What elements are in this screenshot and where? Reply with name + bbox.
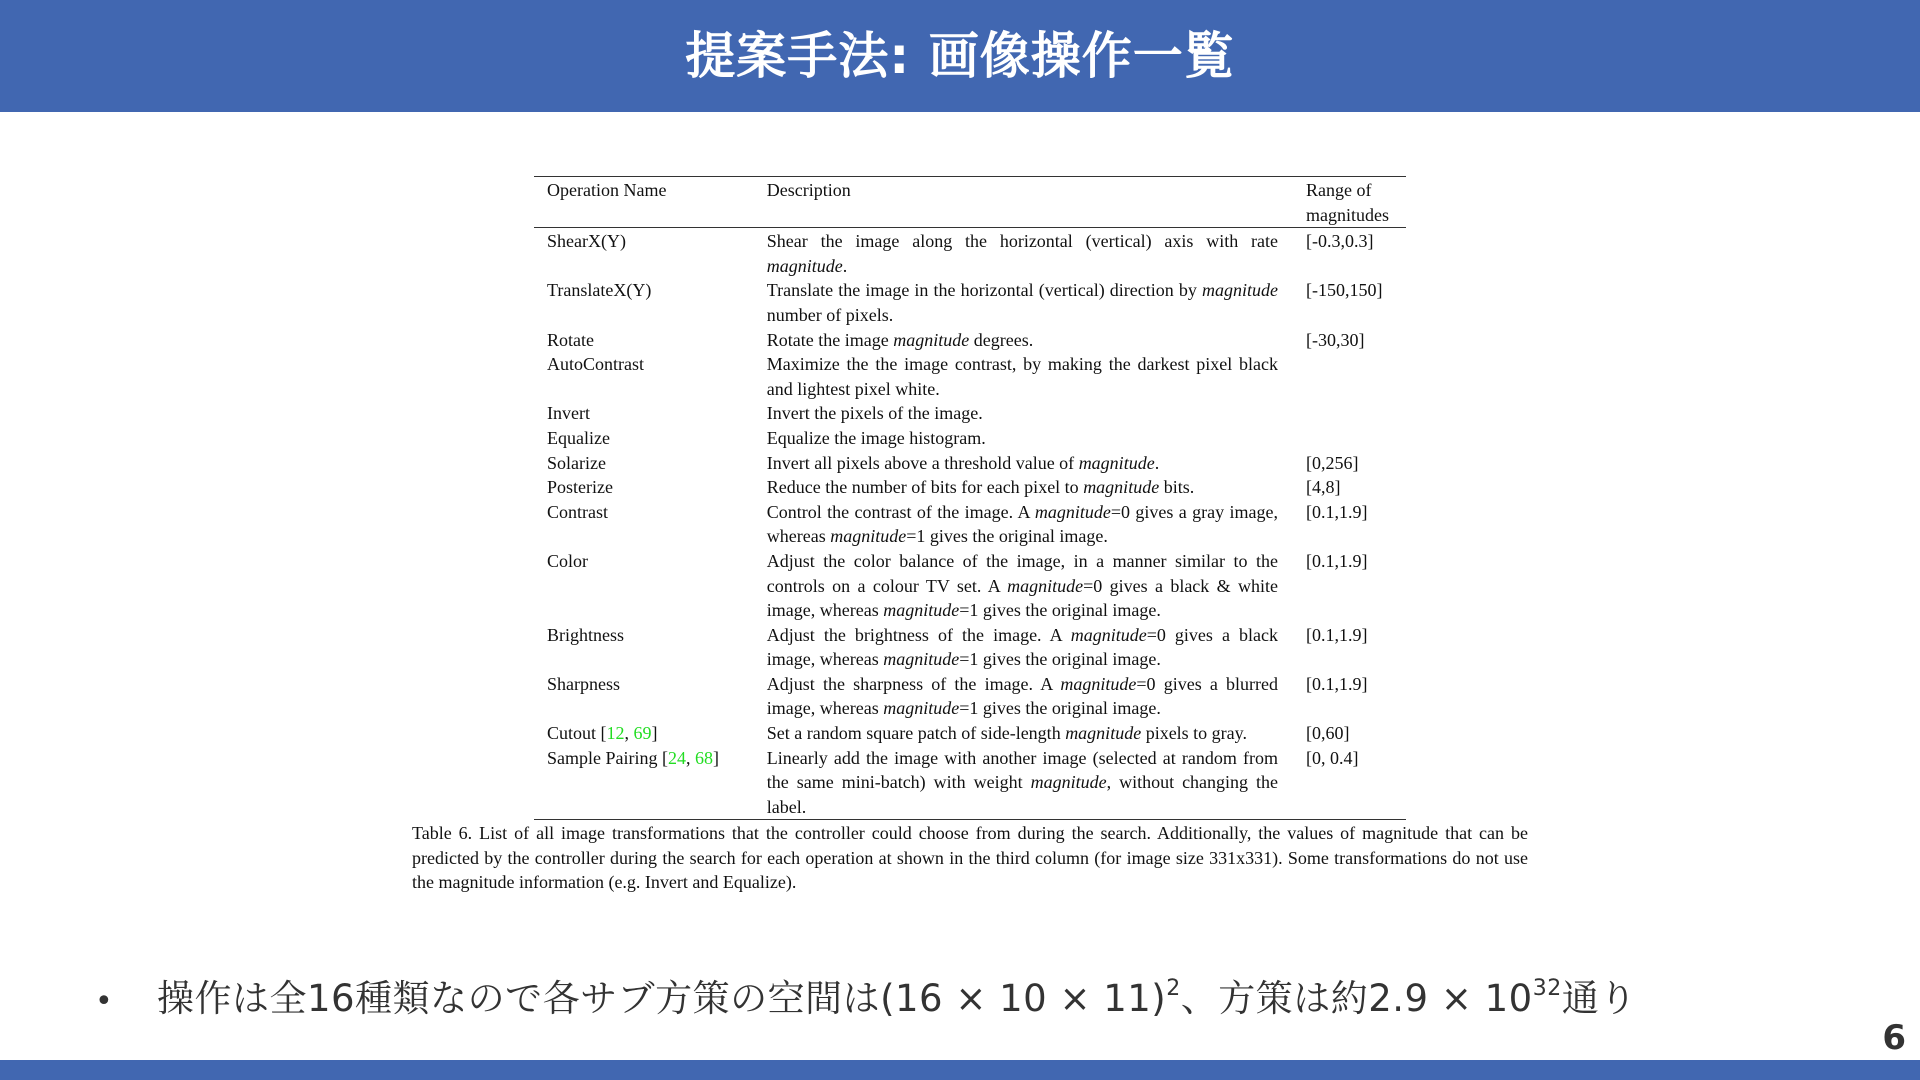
description-text: Shear the image along the horizontal (vertical) axis with rate: [766, 231, 1279, 252]
operation-description: [767, 746, 1306, 820]
table-row: [534, 426, 1406, 451]
magnitude-range: [0, 0.4]: [1306, 747, 1359, 768]
bullet-exponent-a: 2: [1166, 976, 1181, 1001]
operation-name: ShearX(Y): [547, 231, 626, 252]
operation-description: [767, 278, 1306, 327]
description-text: bits.: [1159, 477, 1195, 498]
description-text: =0 gives a blurred image, whereas: [766, 673, 1278, 719]
slide-title: 提案手法: 画像操作一覧: [685, 27, 1235, 85]
magnitude-range: [1306, 426, 1406, 451]
table-row: [534, 623, 1406, 672]
table-row: [534, 500, 1406, 549]
magnitude-range: [0,256]: [1306, 452, 1359, 473]
operation-name: Rotate: [547, 329, 594, 350]
magnitude-range: [-30,30]: [1306, 329, 1365, 350]
description-text: pixels to gray.: [1141, 723, 1247, 744]
description-text: Set a random square patch of side-length: [766, 723, 1066, 744]
table-row: [534, 278, 1406, 327]
italic-term: magnitude: [1030, 772, 1107, 793]
description-text: =1 gives the original image.: [959, 698, 1161, 719]
operation-name-cell: [534, 623, 767, 672]
description-text: .: [1154, 452, 1160, 473]
bullet-marker: •: [95, 984, 114, 1019]
italic-term: magnitude: [1007, 575, 1084, 596]
operation-name: Cutout: [547, 723, 601, 744]
description-text: .: [842, 255, 848, 276]
italic-term: magnitude: [830, 526, 907, 547]
operation-name: Solarize: [547, 452, 606, 473]
operation-description: [767, 426, 1306, 451]
citation-link[interactable]: 12: [606, 723, 625, 744]
description-text: =0 gives a black & white image, whereas: [766, 575, 1279, 621]
operation-name-cell: [534, 426, 767, 451]
operation-name-cell: [534, 549, 767, 623]
description-text: Adjust the color balance of the image, in a manner similar to the controls on a colour TV set. A: [766, 550, 1279, 596]
italic-term: magnitude: [883, 600, 960, 621]
operation-name: Sample Pairing: [547, 747, 662, 768]
description-text: =1 gives the original image.: [906, 526, 1108, 547]
description-text: =1 gives the original image.: [959, 649, 1161, 670]
operation-name-cell: [534, 228, 767, 279]
description-text: Translate the image in the horizontal (vertical) direction by: [766, 280, 1203, 301]
italic-term: magnitude: [1078, 452, 1155, 473]
operation-name: Posterize: [547, 477, 613, 498]
table-body: [534, 228, 1406, 820]
description-text: =0 gives a gray image, whereas: [766, 501, 1279, 547]
bullet-text-a: 操作は全16種類なので各サブ方策の空間は(16 × 10 × 11): [157, 977, 1167, 1020]
operation-name: Brightness: [547, 624, 625, 645]
italic-term: magnitude: [883, 698, 960, 719]
operation-name: Invert: [547, 403, 590, 424]
operation-description: [767, 475, 1306, 500]
italic-term: magnitude: [1060, 673, 1137, 694]
italic-term: magnitude: [1070, 624, 1147, 645]
citation-link[interactable]: 24: [668, 747, 686, 768]
description-text: Adjust the sharpness of the image. A: [766, 673, 1061, 694]
operation-name-cell: Sample Pairing [24, 68]: [547, 747, 719, 768]
italic-term: magnitude: [1202, 280, 1279, 301]
magnitude-range: [0.1,1.9]: [1306, 624, 1368, 645]
magnitude-range: [1306, 401, 1406, 426]
description-text: number of pixels.: [766, 304, 894, 325]
table-row: [534, 475, 1406, 500]
footer-bar: [0, 1060, 1920, 1080]
operation-name: Contrast: [547, 501, 608, 522]
bullet-item: [95, 968, 1637, 1022]
operations-table: [534, 176, 1406, 820]
italic-term: magnitude: [1034, 501, 1111, 522]
operation-name-cell: [534, 451, 767, 476]
operation-name: AutoContrast: [547, 354, 644, 375]
operation-name-cell: [534, 672, 767, 721]
bullet-exponent-b: 32: [1532, 976, 1562, 1001]
table-caption: Table 6. List of all image transformations that the controller could choose from during the search. Additionally, the values of magnitude that can be predicted by the controller during the search for each operation at shown in the third column (for image size 331x331). Some transformations do not use the magnitude information (e.g. Invert and Equalize).: [412, 823, 1528, 893]
description-text: Reduce the number of bits for each pixel to: [766, 477, 1084, 498]
operation-name-cell: [534, 278, 767, 327]
magnitude-range: [0.1,1.9]: [1306, 673, 1368, 694]
operation-description: [767, 721, 1306, 746]
table-row: [534, 228, 1406, 279]
description-text: Maximize the the image contrast, by making the darkest pixel black and lightest pixel white.: [766, 354, 1279, 399]
operation-name: TranslateX(Y): [547, 280, 652, 301]
operation-description: [767, 401, 1306, 426]
description-text: degrees.: [969, 329, 1034, 350]
operation-name: Equalize: [547, 427, 610, 448]
header-range: Range of magnitudes: [1306, 180, 1390, 225]
operation-name-cell: [534, 475, 767, 500]
italic-term: magnitude: [883, 649, 960, 670]
citation-link[interactable]: 68: [695, 747, 713, 768]
italic-term: magnitude: [766, 255, 843, 276]
description-text: =1 gives the original image.: [959, 600, 1161, 621]
table-header-row: [534, 177, 1406, 228]
table-row: [534, 352, 1406, 401]
magnitude-range: [0.1,1.9]: [1306, 550, 1368, 571]
table-row: [534, 549, 1406, 623]
operation-name-cell: Cutout [12, 69]: [547, 723, 658, 744]
operation-description: [767, 623, 1306, 672]
magnitude-range: [0.1,1.9]: [1306, 501, 1368, 522]
description-text: Rotate the image: [766, 329, 894, 350]
table-row: [534, 328, 1406, 353]
description-text: Equalize the image histogram.: [766, 427, 986, 448]
table-row: [534, 721, 1406, 746]
header-operation-name: Operation Name: [547, 180, 667, 200]
table-row: [534, 672, 1406, 721]
title-bar: [0, 0, 1920, 112]
operation-description: [767, 451, 1306, 476]
magnitude-range: [1306, 352, 1406, 401]
table-figure: [412, 176, 1528, 895]
operation-name-cell: [534, 352, 767, 401]
magnitude-range: [-0.3,0.3]: [1306, 231, 1374, 252]
bullet-text-c: 通り: [1561, 977, 1637, 1020]
operation-name-cell: [534, 401, 767, 426]
operation-name-cell: [534, 500, 767, 549]
operation-name: Sharpness: [547, 673, 620, 694]
magnitude-range: [-150,150]: [1306, 280, 1383, 301]
operation-name-cell: [534, 328, 767, 353]
italic-term: magnitude: [1083, 477, 1160, 498]
operation-description: [767, 500, 1306, 549]
description-text: Invert all pixels above a threshold value of: [766, 452, 1079, 473]
operation-description: [767, 328, 1306, 353]
page-number: 6: [1882, 1018, 1906, 1058]
bullet-text-b: 、方策は約2.9 × 10: [1180, 977, 1533, 1020]
table-row: [534, 401, 1406, 426]
description-text: =0 gives a black image, whereas: [766, 624, 1279, 670]
magnitude-range: [0,60]: [1306, 723, 1350, 744]
description-text: Control the contrast of the image. A: [766, 501, 1035, 522]
operation-description: [767, 672, 1306, 721]
header-description: Description: [766, 180, 851, 200]
table-row: [534, 746, 1406, 820]
description-text: , without changing the label.: [766, 772, 1279, 817]
citation-link[interactable]: 69: [633, 723, 652, 744]
operation-description: [767, 228, 1306, 279]
description-text: Linearly add the image with another image (selected at random from the same mini-batch) with weight: [766, 747, 1279, 793]
description-text: Adjust the brightness of the image. A: [766, 624, 1071, 645]
italic-term: magnitude: [1065, 723, 1142, 744]
table-row: [534, 451, 1406, 476]
operation-description: [767, 352, 1306, 401]
italic-term: magnitude: [893, 329, 970, 350]
operation-description: [767, 549, 1306, 623]
magnitude-range: [4,8]: [1306, 477, 1341, 498]
operation-name: Color: [547, 550, 589, 571]
description-text: Invert the pixels of the image.: [766, 403, 983, 424]
